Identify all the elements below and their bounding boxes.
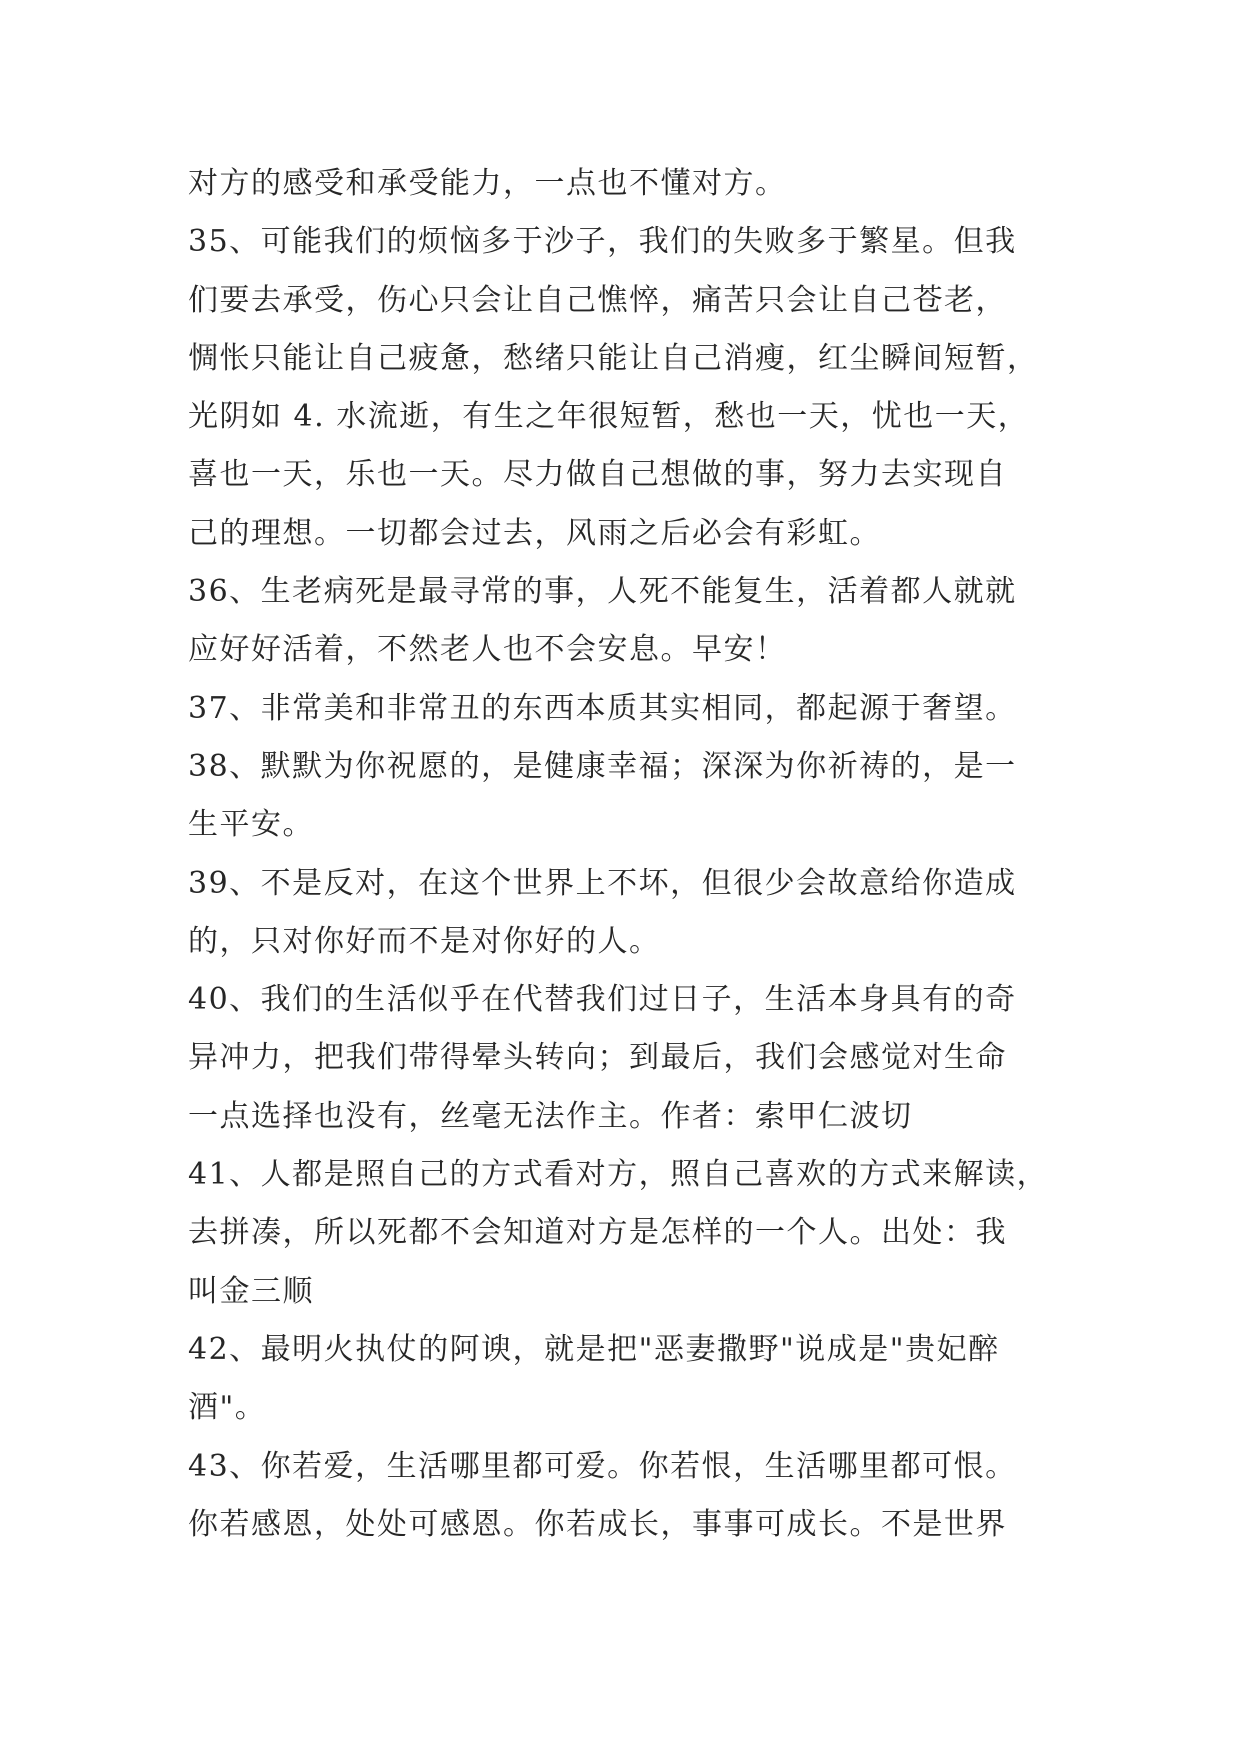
text-line: 36、生老病死是最寻常的事，人死不能复生，活着都人就就 (188, 574, 1017, 610)
text-line: 去拼凑，所以死都不会知道对方是怎样的一个人。出处：我 (188, 1215, 1007, 1251)
text-line: 异冲力，把我们带得晕头转向；到最后，我们会感觉对生命 (188, 1040, 1007, 1076)
text-line: 生平安。 (188, 807, 314, 843)
text-line: 40、我们的生活似乎在代替我们过日子，生活本身具有的奇 (188, 982, 1017, 1018)
text-line: 一点选择也没有，丝毫无法作主。作者：索甲仁波切 (188, 1098, 913, 1134)
text-line: 对方的感受和承受能力，一点也不懂对方。 (188, 166, 787, 201)
text-line: 的，只对你好而不是对你好的人。 (188, 923, 661, 959)
text-line: 光阴如 4. 水流逝，有生之年很短暂，愁也一天，忧也一天， (188, 399, 1030, 435)
text-line: 己的理想。一切都会过去，风雨之后必会有彩虹。 (188, 515, 881, 551)
text-line: 42、最明火执仗的阿谀，就是把"恶妻撒野"说成是"贵妃醉 (188, 1331, 1000, 1367)
text-line: 们要去承受，伤心只会让自己憔悴，痛苦只会让自己苍老， (188, 282, 1007, 318)
text-line: 酒"。 (188, 1390, 267, 1426)
text-line: 35、可能我们的烦恼多于沙子，我们的失败多于繁星。但我 (188, 224, 1017, 260)
text-line: 应好好活着，不然老人也不会安息。早安！ (188, 632, 787, 668)
text-line: 37、非常美和非常丑的东西本质其实相同，都起源于奢望。 (188, 690, 1017, 726)
text-line: 叫金三顺 (188, 1273, 314, 1309)
text-line: 喜也一天，乐也一天。尽力做自己想做的事，努力去实现自 (188, 457, 1007, 493)
text-line: 39、不是反对，在这个世界上不坏，但很少会故意给你造成 (188, 865, 1017, 901)
text-line: 你若感恩，处处可感恩。你若成长，事事可成长。不是世界 (188, 1506, 1007, 1542)
text-line: 惆怅只能让自己疲惫，愁绪只能让自己消瘦，红尘瞬间短暂， (188, 340, 1039, 376)
text-line: 38、默默为你祝愿的，是健康幸福；深深为你祈祷的，是一 (188, 748, 1017, 784)
body-text (188, 155, 1088, 1554)
text-line: 43、你若爱，生活哪里都可爱。你若恨，生活哪里都可恨。 (188, 1448, 1017, 1484)
text-line: 41、人都是照自己的方式看对方，照自己喜欢的方式来解读， (188, 1157, 1049, 1193)
